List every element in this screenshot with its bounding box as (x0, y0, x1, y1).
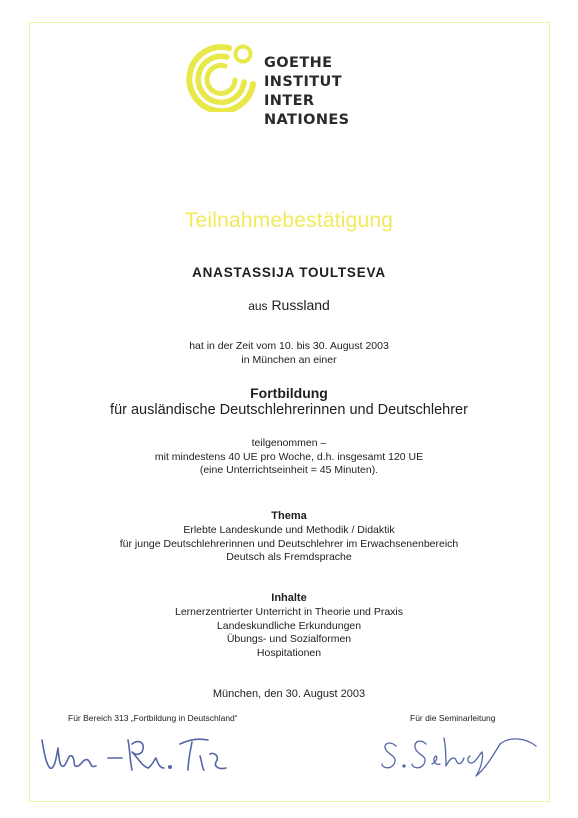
course-title: Fortbildung (250, 385, 328, 401)
logo-line-1: GOETHE INSTITUT (264, 55, 343, 90)
thema-line: für junge Deutschlehrerinnen und Deutschlehrer im Erwachsenenbereich (119, 537, 459, 550)
inhalte-line: Lernerzentrierter Unterricht in Theorie und Praxis (175, 606, 403, 618)
goethe-logo-mark-icon (183, 40, 257, 112)
origin-prefix: aus (248, 299, 268, 313)
right-signature-label: Für die Seminarleitung (410, 713, 496, 723)
inhalte-section (0, 606, 578, 660)
participant-origin (0, 297, 578, 313)
thema-line: Erlebte Landeskunde und Methodik / Didaktik (183, 524, 395, 536)
period-line-1: hat in der Zeit vom 10. bis 30. August 2003 (189, 340, 389, 352)
participation-line-3: (eine Unterrichtseinheit = 45 Minuten). (199, 464, 379, 476)
inhalte-heading: Inhalte (271, 592, 307, 604)
goethe-logo (183, 40, 403, 128)
participation-line-1: teilgenommen – (251, 437, 327, 449)
participant-name: ANASTASSIJA TOULTSEVA (192, 265, 386, 280)
course-subtitle: für ausländische Deutschlehrerinnen und Deutschlehrer (110, 402, 468, 418)
left-signature (38, 730, 248, 780)
logo-line-2: INTER NATIONES (264, 93, 350, 128)
date-line: München, den 30. August 2003 (212, 688, 366, 700)
inhalte-line: Landeskundliche Erkundungen (216, 619, 362, 632)
period-text (0, 339, 578, 367)
certificate-title: Teilnahmebestätigung (184, 209, 394, 232)
thema-heading: Thema (271, 510, 307, 522)
goethe-logo-text (264, 54, 403, 130)
left-signature-label: Für Bereich 313 „Fortbildung in Deutschland“ (68, 713, 238, 723)
inhalte-line: Übungs- und Sozialformen (226, 633, 352, 645)
period-line-2: in München an einer (241, 354, 337, 366)
inhalte-line: Hospitationen (256, 646, 322, 659)
participation-text (0, 437, 578, 478)
right-signature (380, 728, 540, 782)
thema-section (0, 524, 578, 565)
participation-line-2: mit mindestens 40 UE pro Woche, d.h. insgesamt 120 UE (154, 450, 424, 463)
origin-country: Russland (271, 297, 330, 313)
thema-line: Deutsch als Fremdsprache (226, 551, 352, 563)
